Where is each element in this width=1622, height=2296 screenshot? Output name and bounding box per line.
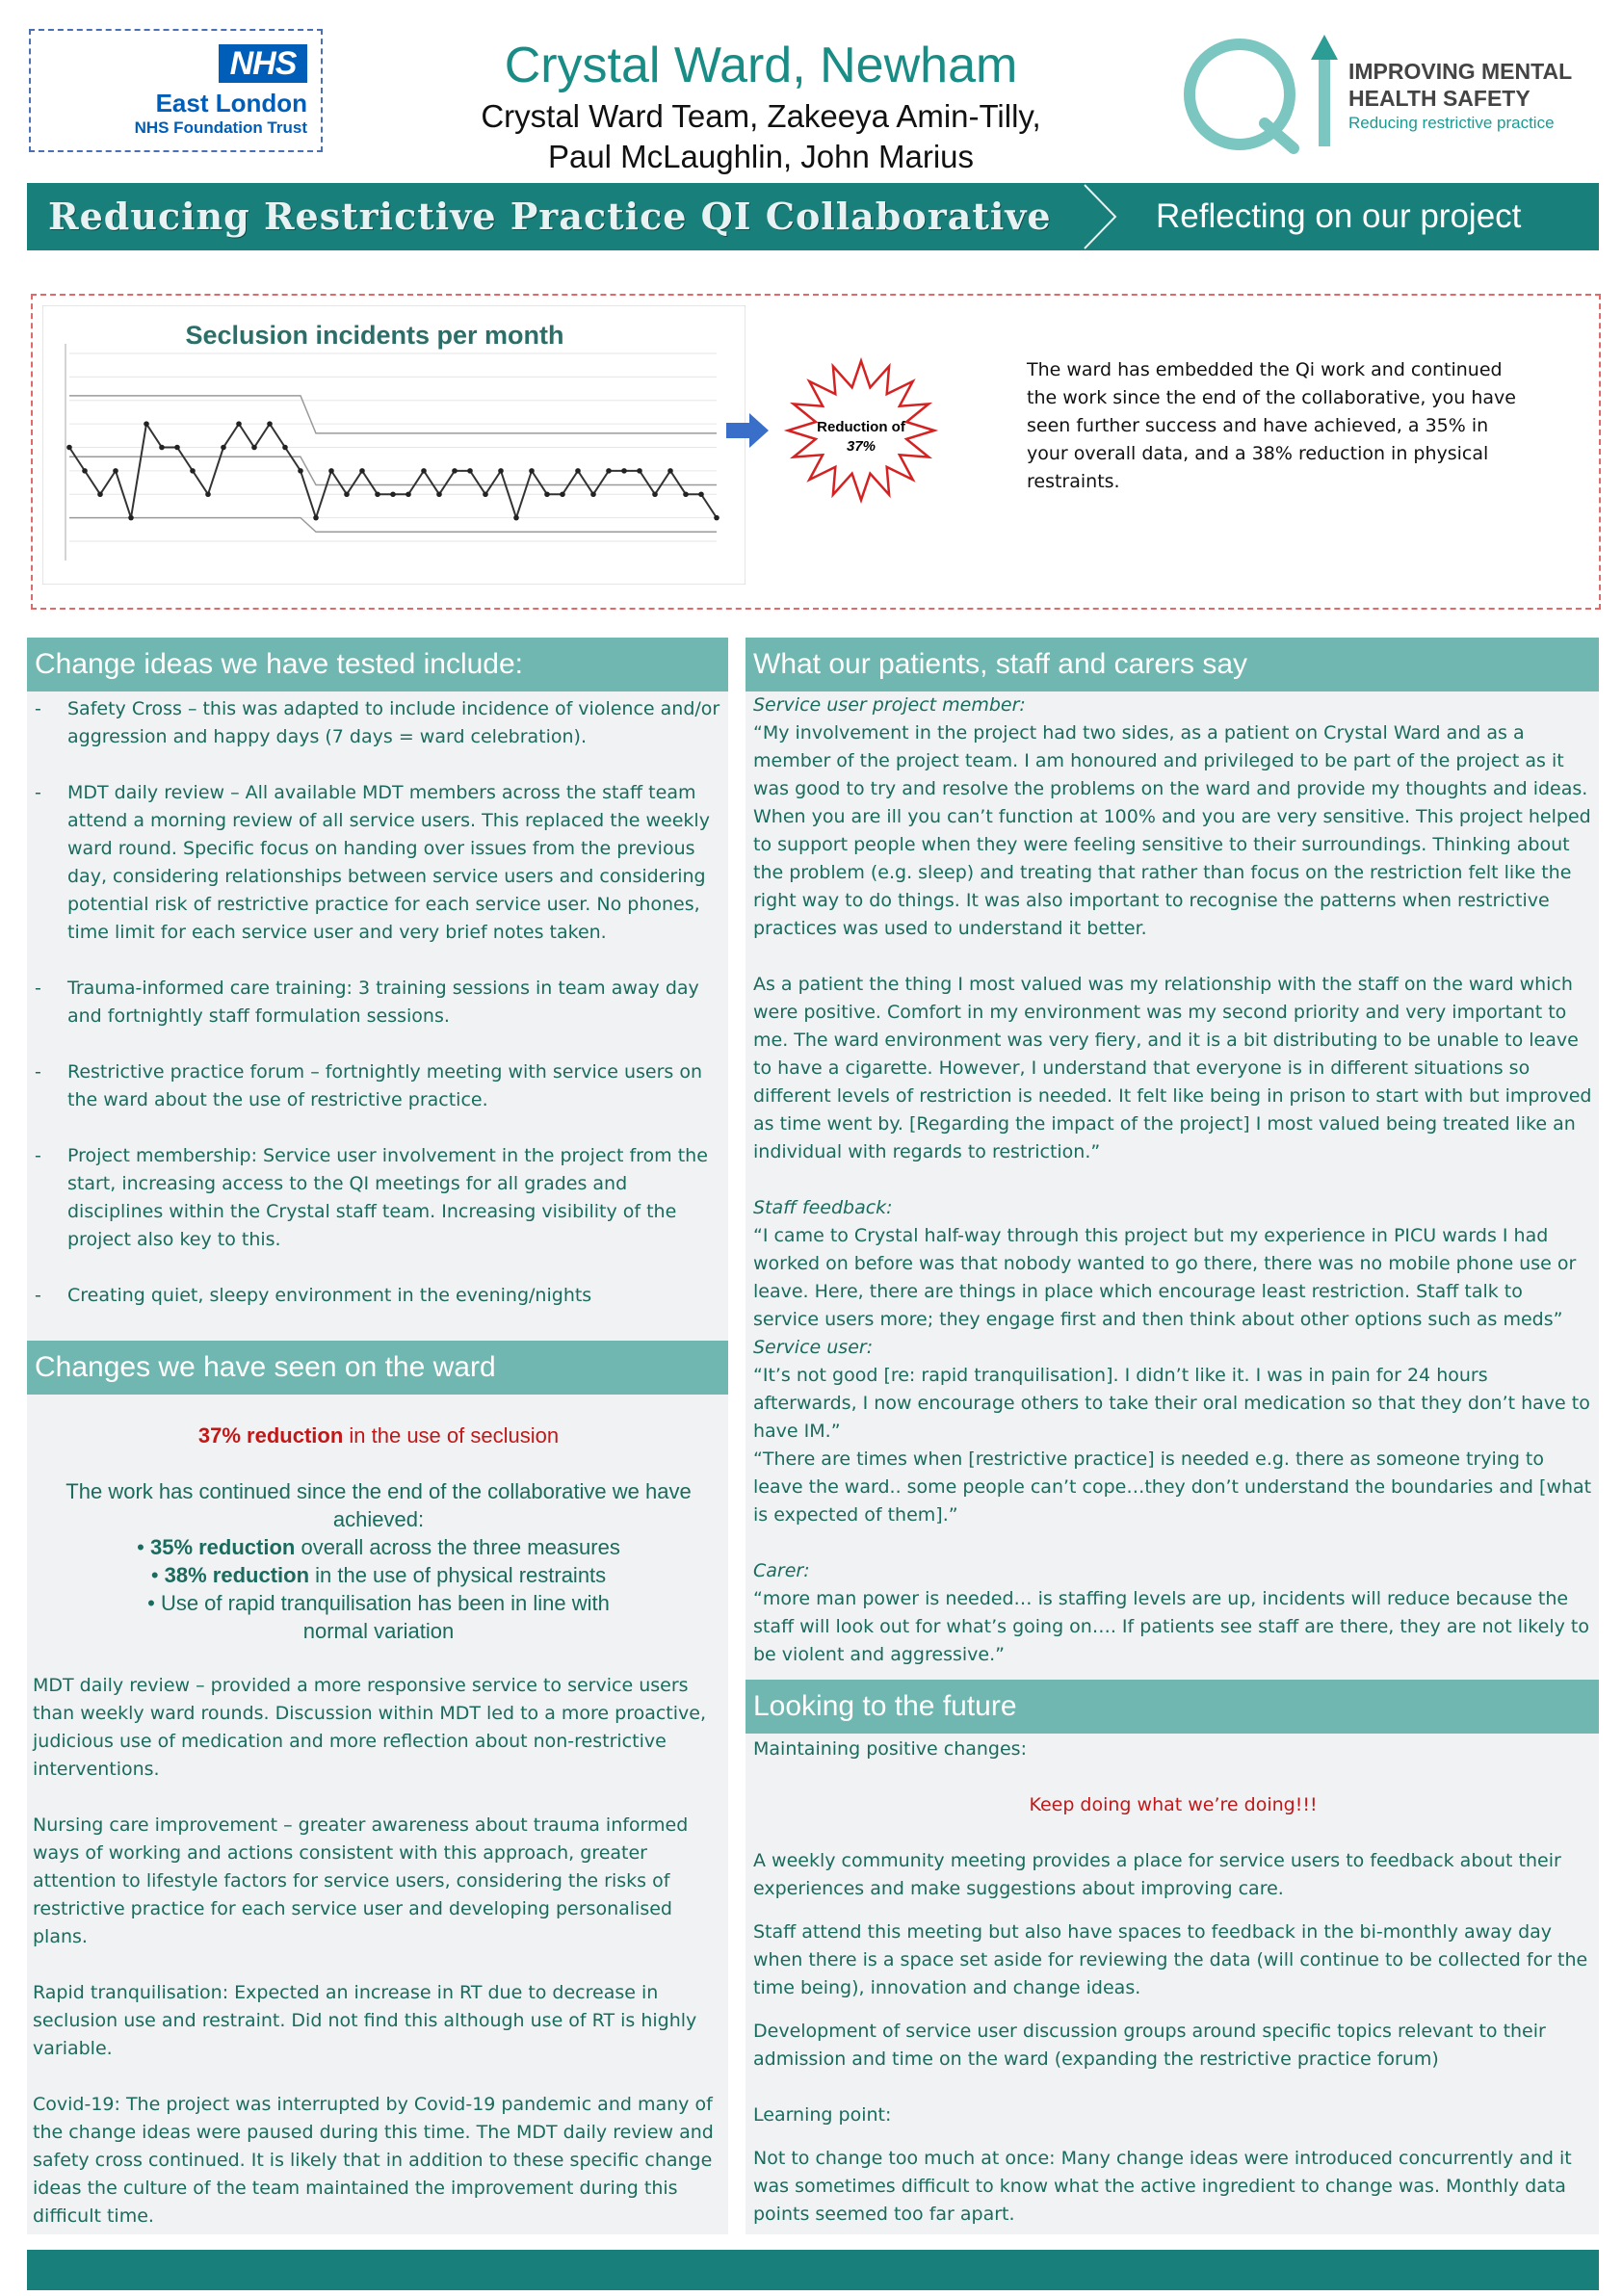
data-point bbox=[298, 468, 303, 474]
list-item: • 35% reduction overall across the three measures bbox=[137, 1535, 620, 1559]
org-line1: East London bbox=[155, 89, 307, 117]
data-point bbox=[606, 468, 612, 474]
data-point bbox=[174, 445, 180, 451]
seclusion-headline-text: in the use of seclusion bbox=[343, 1423, 560, 1448]
data-point bbox=[390, 491, 396, 497]
authors-line1: Crystal Ward Team, Zakeeya Amin-Tilly, bbox=[481, 98, 1041, 134]
list-item: - Project membership: Service user involvement in the project from the start, increasing access to the QI meetings for all grades and disciplines within the Crystal staff team. Increasing visibility of the project also key to this. bbox=[27, 1142, 720, 1254]
data-point bbox=[328, 468, 334, 474]
data-point bbox=[313, 515, 319, 521]
data-point bbox=[498, 468, 504, 474]
data-point bbox=[621, 468, 627, 474]
quote: As a patient the thing I most valued was my relationship with the staff on the ward which were positive. Comfort in my environment was my second priority and very important to me. The ward environment was very fiery, and it is a bit distributing to be unable to leave to have a cigarette. However, I understand that everyone is in different situations so different levels of restriction is needed. It felt like being in prison to start with but improved as time went by. [Regarding the impact of the project] I most valued being treated like an individual with regards to restriction.” bbox=[753, 974, 1592, 1162]
data-point bbox=[251, 445, 257, 451]
quote: “I came to Crystal half-way through this project but my experience in PICU wards I had worked on before was that nobody wanted to go there, there was no mobile phone use or leave. Here, there are things in place which encourage least restriction. Staff talk to service users more; they engage first and then think about other options such as meds” bbox=[753, 1225, 1577, 1330]
achievement-text: overall across the three measures bbox=[295, 1535, 620, 1559]
data-point bbox=[344, 491, 350, 497]
quote: “There are times when [restrictive practice] is needed e.g. there as someone trying to leave the ward.. some people can’t cope…they don’t understand the boundaries and [what is expected of them].” bbox=[753, 1448, 1592, 1526]
change-ideas-list bbox=[27, 695, 720, 1338]
future-slogan: Keep doing what we’re doing!!! bbox=[1029, 1794, 1318, 1815]
banner-collaborative: Reducing Restrictive Practice QI Collaborative bbox=[48, 195, 1052, 238]
seclusion-chart bbox=[42, 305, 746, 585]
data-point bbox=[113, 468, 118, 474]
paragraph: Covid-19: The project was interrupted by Covid-19 pandemic and many of the change ideas were paused during this time. The MDT daily review and safety cross continued. It is likely that in addition to these specific change ideas the culture of the team maintained the improvement during this difficult time. bbox=[33, 2094, 714, 2227]
data-point bbox=[97, 491, 103, 497]
arrow-right-icon bbox=[724, 411, 772, 450]
summary-text: The ward has embedded the Qi work and continued the work since the end of the collaborative, you have seen further success and have achieved, a 35% in your overall data, and a 38% reduction in physical restraints. bbox=[1027, 359, 1516, 492]
data-point bbox=[590, 491, 596, 497]
continued-intro: The work has continued since the end of the collaborative we have achieved: bbox=[65, 1479, 692, 1531]
data-point bbox=[82, 468, 88, 474]
nhs-logo: NHS bbox=[219, 44, 307, 83]
data-point bbox=[529, 468, 535, 474]
list-item: • 38% reduction in the use of physical restraints bbox=[150, 1563, 607, 1587]
change-ideas-heading: Change ideas we have tested include: bbox=[27, 638, 728, 691]
paragraph: Staff attend this meeting but also have spaces to feedback in the bi-monthly away day when there is a space set aside for reviewing the data (will continue to be collected for the time being), innovation and change ideas. bbox=[753, 1921, 1588, 1998]
org-line2: NHS Foundation Trust bbox=[134, 118, 307, 137]
paragraph: Rapid tranquilisation: Expected an increase in RT due to decrease in seclusion use and restraint. Did not find this although use of RT is highly variable. bbox=[33, 1982, 697, 2059]
list-item: - Trauma-informed care training: 3 training sessions in team away day and fortnightly staff formulation sessions. bbox=[27, 975, 720, 1031]
learning-label: Learning point: bbox=[753, 2104, 892, 2126]
authors-line2: Paul McLaughlin, John Marius bbox=[547, 139, 975, 174]
quote: “It’s not good [re: rapid tranquilisation]. I didn’t like it. I was in pain for 24 hours afterwards, I now encourage others to take their oral medication so that they don’t have to have IM.” bbox=[753, 1365, 1590, 1442]
reduction-badge bbox=[803, 418, 919, 457]
qi-logo bbox=[1180, 29, 1604, 154]
data-point bbox=[221, 445, 226, 451]
achievement-text: Use of rapid tranquilisation has been in line with normal variation bbox=[160, 1591, 610, 1643]
data-point bbox=[467, 468, 473, 474]
data-point bbox=[144, 421, 149, 427]
data-point bbox=[652, 491, 658, 497]
changes-seen-heading: Changes we have seen on the ward bbox=[27, 1341, 728, 1395]
data-point bbox=[483, 491, 488, 497]
data-point bbox=[375, 491, 380, 497]
qi-logo-text bbox=[1348, 58, 1572, 133]
data-point bbox=[359, 468, 365, 474]
data-point bbox=[406, 491, 411, 497]
future-content bbox=[753, 1735, 1593, 2229]
list-item: - Creating quiet, sleepy environment in the evening/nights bbox=[27, 1282, 720, 1310]
title-banner bbox=[27, 183, 1599, 250]
org-name bbox=[135, 89, 307, 138]
authors bbox=[385, 96, 1137, 177]
left-column bbox=[27, 638, 728, 2234]
paragraph: MDT daily review – provided a more responsive service to service users than weekly ward rounds. Discussion within MDT led to a more proactive, judicious use of medication and more reflection about non-restrictive interventions. bbox=[33, 1675, 707, 1780]
achievement-value: 38% reduction bbox=[164, 1563, 310, 1587]
chart-title: Seclusion incidents per month bbox=[185, 321, 564, 350]
changes-paragraphs bbox=[33, 1672, 722, 2231]
list-item: - Safety Cross – this was adapted to include incidence of violence and/or aggression and happy days (7 days = ward celebration). bbox=[27, 695, 720, 751]
voices-heading: What our patients, staff and carers say bbox=[746, 638, 1599, 691]
voices-content bbox=[753, 691, 1593, 1669]
seclusion-headline bbox=[46, 1422, 711, 1449]
voice-label: Staff feedback: bbox=[753, 1197, 893, 1218]
data-point bbox=[190, 468, 196, 474]
data-point bbox=[205, 491, 211, 497]
chevron-right-icon bbox=[1077, 183, 1125, 250]
achievement-text: in the use of physical restraints bbox=[309, 1563, 607, 1587]
data-point bbox=[544, 491, 550, 497]
voice-label: Carer: bbox=[753, 1560, 810, 1581]
data-point bbox=[421, 468, 427, 474]
voice-label: Service user project member: bbox=[753, 694, 1026, 716]
data-point bbox=[159, 445, 165, 451]
achievement-value: 35% reduction bbox=[149, 1535, 296, 1559]
paragraph: Not to change too much at once: Many change ideas were introduced concurrently and it was sometimes difficult to know what the active ingredient to change was. Monthly data points seemed too far apart. bbox=[753, 2148, 1572, 2225]
right-column bbox=[746, 638, 1599, 2234]
future-intro: Maintaining positive changes: bbox=[753, 1738, 1027, 1760]
achievements-list bbox=[46, 1533, 711, 1645]
seclusion-headline-value: 37% reduction bbox=[197, 1423, 344, 1448]
data-point bbox=[698, 491, 704, 497]
paragraph: Development of service user discussion groups around specific topics relevant to their admission and time on the ward (expanding the restrictive practice forum) bbox=[753, 2021, 1546, 2070]
reduction-label: Reduction of bbox=[817, 419, 905, 435]
list-item: • Use of rapid tranquilisation has been in line with normal variation bbox=[147, 1591, 610, 1643]
banner-reflecting: Reflecting on our project bbox=[1156, 197, 1522, 235]
data-point bbox=[513, 515, 519, 521]
data-point bbox=[282, 445, 288, 451]
page-title: Crystal Ward, Newham bbox=[504, 38, 1018, 93]
reduction-value: 37% bbox=[846, 438, 876, 455]
data-point bbox=[683, 491, 689, 497]
data-point bbox=[452, 468, 458, 474]
data-point bbox=[267, 421, 273, 427]
data-point bbox=[560, 491, 565, 497]
data-point bbox=[66, 445, 72, 451]
data-point bbox=[128, 515, 134, 521]
paragraph: Nursing care improvement – greater awareness about trauma informed ways of working and actions consistent with this approach, greater attention to lifestyle factors for service users, considering the risks of restrictive practice for each service user and developing personalised plans. bbox=[33, 1814, 689, 1947]
data-point bbox=[637, 468, 642, 474]
quote: “My involvement in the project had two sides, as a patient on Crystal Ward and as a member of the project team. I am honoured and privileged to be part of the project as it was good to try and resolve the problems on the ward and provide my thoughts and ideas. When you are ill you can’t function at 100% and you are very sensitive. This project helped to support people when they were feeling sensitive to their surroundings. Thinking about the problem (e.g. sleep) and treating that rather than focus on the restriction felt like the right way to do things. It was also important to recognise the patterns when restrictive practices was used to understand it better. bbox=[753, 722, 1591, 939]
paragraph: A weekly community meeting provides a place for service users to feedback about their experiences and make suggestions about improving care. bbox=[753, 1850, 1561, 1899]
qi-emblem-icon bbox=[1180, 29, 1348, 154]
footer-bar bbox=[27, 2250, 1599, 2290]
qi-logo-line2: HEALTH SAFETY bbox=[1348, 86, 1530, 111]
qi-logo-line1: IMPROVING MENTAL bbox=[1348, 59, 1573, 84]
nhs-logo-box bbox=[29, 29, 323, 152]
quote: “more man power is needed… is staffing levels are up, incidents will reduce because the staff will look out for what’s going on…. If patients see staff are there, they are not likely to be violent and aggressive.” bbox=[753, 1588, 1589, 1665]
data-point bbox=[714, 515, 719, 521]
data-point bbox=[575, 468, 581, 474]
data-point bbox=[667, 468, 673, 474]
list-item: - Restrictive practice forum – fortnightly meeting with service users on the ward about the use of restrictive practice. bbox=[27, 1058, 720, 1114]
future-heading: Looking to the future bbox=[746, 1680, 1599, 1734]
list-item: - MDT daily review – All available MDT members across the staff team attend a morning review of all service users. This replaced the weekly ward round. Specific focus on handing over issues from the previous day, considering relationships between service users and considering potential risk of restrictive practice for each service user. No phones, time limit for each service user and very brief notes taken. bbox=[27, 779, 720, 947]
voice-label: Service user: bbox=[753, 1337, 874, 1358]
data-point bbox=[236, 421, 242, 427]
data-point bbox=[436, 491, 442, 497]
qi-logo-tagline: Reducing restrictive practice bbox=[1348, 114, 1555, 132]
